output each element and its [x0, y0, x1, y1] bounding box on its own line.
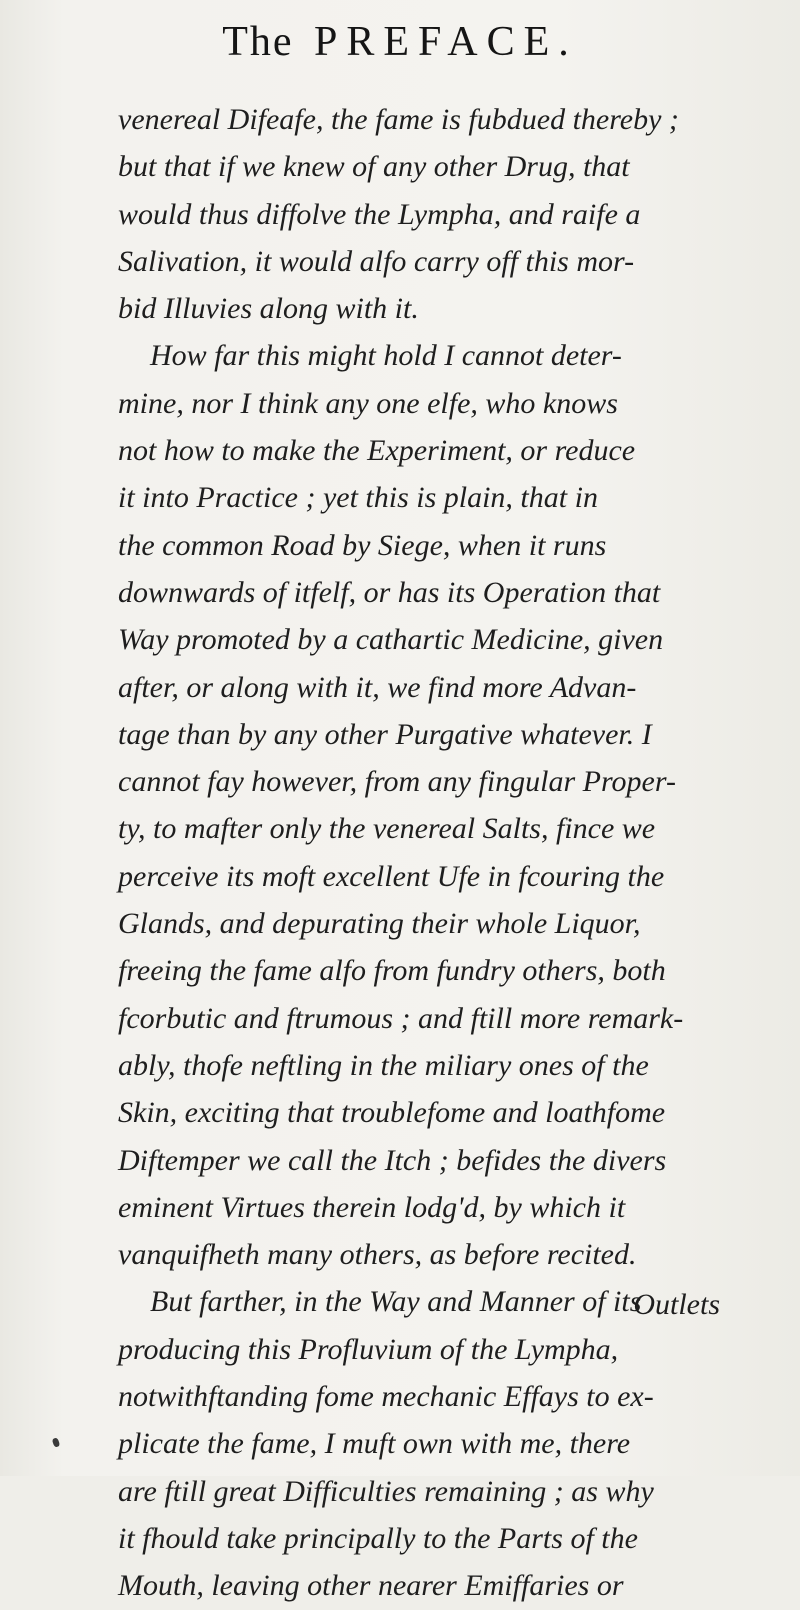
text-line: ably, thofe neftling in the miliary ones of the — [118, 1048, 649, 1082]
catchword: Outlets — [633, 1288, 720, 1321]
text-line: fcorbutic and ftrumous ; and ftill more remark- — [118, 1001, 684, 1035]
text-line: freeing the fame alfo from fundry others, both — [118, 954, 666, 988]
running-head-title: PREFACE. — [314, 19, 578, 65]
text-line: perceive its moft excellent Ufe in fcouring the — [118, 859, 665, 893]
text-line: are ftill great Difficulties remaining ; as why — [118, 1474, 654, 1508]
ink-speck — [52, 1437, 61, 1448]
text-line: mine, nor I think any one elfe, who knows — [118, 386, 618, 420]
text-line: Diftemper we call the Itch ; befides the divers — [118, 1143, 667, 1177]
text-line: eminent Virtues therein lodg'd, by which it — [118, 1190, 626, 1224]
text-line: the common Road by Siege, when it runs — [118, 528, 607, 562]
text-line: but that if we knew of any other Drug, that — [118, 150, 630, 184]
text-line: But farther, in the Way and Manner of its — [150, 1285, 642, 1319]
text-line: How far this might hold I cannot deter- — [150, 339, 622, 373]
text-line: tage than by any other Purgative whatever. I — [118, 717, 652, 751]
text-line: it into Practice ; yet this is plain, that in — [118, 481, 598, 515]
running-head — [0, 18, 800, 66]
text-line: venereal Difeafe, the fame is fubdued thereby ; — [118, 103, 679, 136]
text-line: it fhould take principally to the Parts of the — [118, 1521, 638, 1555]
text-line: Skin, exciting that troublefome and loathfome — [118, 1096, 666, 1130]
text-line: not how to make the Experiment, or reduce — [118, 434, 636, 468]
text-line: Glands, and depurating their whole Liquor, — [118, 907, 641, 941]
text-line: would thus diffolve the Lympha, and raife a — [118, 197, 641, 231]
text-line: notwithftanding fome mechanic Effays to ex- — [118, 1380, 654, 1414]
text-line: after, or along with it, we find more Advan- — [118, 670, 637, 704]
text-line: bid Illuvies along with it. — [118, 292, 419, 326]
text-line: cannot fay however, from any fingular Proper- — [118, 765, 676, 799]
text-line: vanquifheth many others, as before recited. — [118, 1238, 637, 1272]
text-line: ty, to mafter only the venereal Salts, fince we — [118, 812, 656, 846]
text-line: Way promoted by a cathartic Medicine, given — [118, 623, 664, 657]
text-line: downwards of itfelf, or has its Operation that — [118, 575, 661, 609]
text-line: Mouth, leaving other nearer Emiffaries or — [118, 1569, 624, 1603]
text-line: plicate the fame, I muft own with me, there — [118, 1427, 631, 1461]
text-line: producing this Profluvium of the Lympha, — [118, 1332, 619, 1366]
text-line: Salivation, it would alfo carry off this mor- — [118, 244, 635, 278]
body-text — [118, 96, 790, 1610]
running-head-prefix: The — [222, 19, 294, 65]
